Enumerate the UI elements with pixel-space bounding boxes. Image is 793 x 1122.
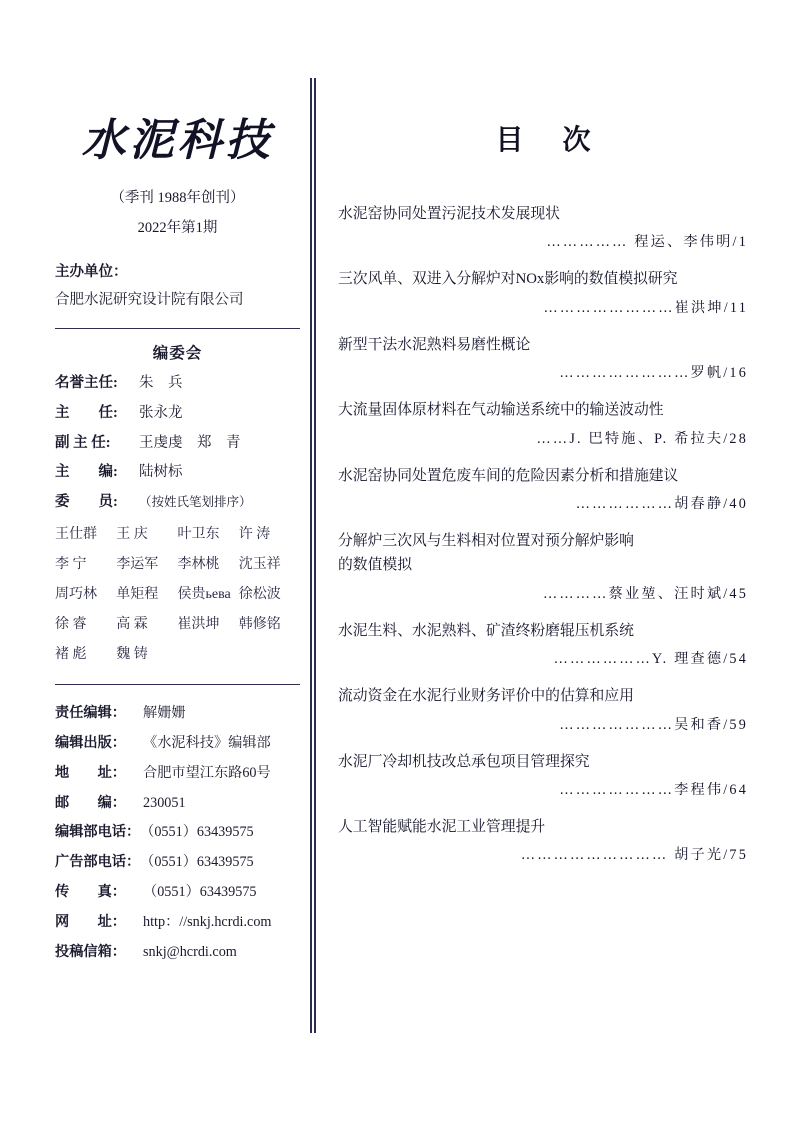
contact-value: 《水泥科技》编辑部 — [143, 734, 271, 751]
role-label: 主 任: — [55, 404, 118, 421]
toc-entry[interactable] — [338, 398, 748, 447]
board-member — [178, 640, 239, 670]
contact-label: 投稿信箱： — [55, 943, 126, 960]
board-member: 高 霖 — [116, 616, 148, 632]
contact-row-submission-email[interactable] — [55, 938, 300, 968]
role-value: 王虔虔 郑 青 — [139, 434, 241, 451]
role-label: 名誉主任: — [55, 375, 118, 392]
role-label: 副 主 任: — [55, 434, 111, 451]
toc-entry-author-page: …………………李程伟/64 — [559, 782, 748, 799]
board-members-list — [55, 520, 300, 670]
board-member: 李运军 — [116, 556, 159, 572]
table-of-contents — [338, 118, 748, 880]
toc-entry[interactable] — [338, 202, 748, 251]
toc-entry-author-page: …………………吴和香/59 — [559, 716, 748, 733]
contact-label: 编辑部电话： — [55, 824, 141, 841]
board-role-vice-chair — [55, 429, 300, 459]
board-role-honorary-chair — [55, 369, 300, 399]
contact-row-fax — [55, 878, 300, 908]
toc-entry-title-line2: 的数值模拟 — [338, 557, 412, 574]
contact-row-website[interactable] — [55, 908, 300, 938]
toc-entry-author-page: ………………Y. 理查德/54 — [553, 651, 748, 668]
toc-entry-title: 分解炉三次风与生料相对位置对预分解炉影响 — [338, 533, 634, 550]
board-member: 徐松波 — [238, 586, 281, 602]
role-value: （按姓氏笔划排序） — [139, 494, 252, 509]
board-member-row — [55, 580, 300, 610]
toc-entry[interactable] — [338, 815, 748, 864]
journal-issue: 2022年第1期 — [137, 220, 218, 236]
toc-entry[interactable] — [338, 333, 748, 382]
toc-entry[interactable] — [338, 619, 748, 668]
role-label: 委 员: — [55, 493, 118, 510]
sponsor-block — [55, 259, 300, 314]
contact-value: 解姗姗 — [143, 705, 186, 722]
contact-row-publisher — [55, 729, 300, 759]
sponsor-name: 合肥水泥研究设计院有限公司 — [55, 291, 244, 308]
contact-row-managing-editor — [55, 699, 300, 729]
board-member: 李林桃 — [177, 556, 220, 572]
board-member: 褚 彪 — [55, 647, 87, 663]
contact-row-address — [55, 759, 300, 789]
contact-row-postcode — [55, 789, 300, 819]
toc-entry[interactable] — [338, 464, 748, 513]
contact-label: 广告部电话： — [55, 854, 141, 871]
divider-line-left — [310, 78, 312, 1033]
toc-entry-title: 人工智能赋能水泥工业管理提升 — [338, 819, 546, 836]
contact-value: 230051 — [143, 794, 186, 811]
board-member: 王 庆 — [116, 526, 148, 542]
sponsor-label: 主办单位： — [55, 264, 128, 280]
board-member — [239, 640, 300, 670]
board-member: 沈玉祥 — [238, 556, 281, 572]
toc-entry-title: 水泥窑协同处置污泥技术发展现状 — [338, 206, 560, 222]
board-member: 徐 睿 — [55, 616, 87, 632]
board-member-row — [55, 640, 300, 670]
board-role-members — [55, 488, 300, 518]
board-member: 韩修铭 — [238, 616, 281, 632]
toc-entry-title: 水泥厂冷却机技改总承包项目管理探究 — [338, 753, 590, 770]
board-member: 单矩程 — [116, 586, 159, 602]
contact-row-ad-phone — [55, 848, 300, 878]
toc-entry-author-page: ………………胡春静/40 — [575, 496, 748, 513]
role-value: 陆树标 — [139, 464, 183, 481]
toc-entry-author-page: …………… 程运、李伟明/1 — [546, 234, 748, 251]
toc-entry-author-page: …………蔡业堃、汪时斌/45 — [543, 585, 748, 602]
contact-value: （0551）63439575 — [140, 824, 254, 841]
column-divider — [310, 78, 315, 1033]
contact-label: 编辑出版： — [55, 734, 126, 751]
board-member: 许 涛 — [238, 526, 271, 542]
board-member-row — [55, 520, 300, 550]
toc-entry-title: 新型干法水泥熟料易磨性概论 — [338, 336, 531, 353]
toc-entry-title: 水泥窑协同处置危废车间的危险因素分析和措施建议 — [338, 467, 679, 484]
board-member: 周巧林 — [55, 586, 97, 602]
contact-value: （0551）63439575 — [143, 884, 257, 901]
toc-entry-title: 流动资金在水泥行业财务评价中的估算和应用 — [338, 688, 634, 705]
journal-masthead: 水泥科技 — [81, 115, 274, 166]
contact-label: 地 址： — [55, 764, 126, 781]
toc-entry-title: 大流量固体原材料在气动输送系统中的输送波动性 — [338, 402, 664, 419]
toc-entry-title: 水泥生料、水泥熟料、矿渣终粉磨辊压机系统 — [338, 622, 634, 639]
role-value: 张永龙 — [139, 404, 183, 421]
contact-block — [55, 699, 300, 967]
divider-bottom — [55, 684, 300, 685]
left-column — [55, 95, 300, 967]
contact-label: 责任编辑： — [55, 705, 126, 722]
contact-row-editorial-phone — [55, 818, 300, 848]
editorial-board-title: 编委会 — [152, 345, 203, 363]
role-value: 朱 兵 — [139, 375, 183, 392]
board-member: 崔洪坤 — [177, 616, 220, 632]
board-member-row — [55, 610, 300, 640]
toc-entry[interactable] — [338, 750, 748, 799]
board-member: 李 宁 — [55, 556, 87, 572]
toc-entry-title: 三次风单、双进入分解炉对NOx影响的数值模拟研究 — [338, 271, 678, 288]
journal-frequency: （季刊 1988年创刊） — [110, 190, 245, 206]
board-member: 王仕群 — [55, 526, 97, 542]
board-role-editor-in-chief — [55, 458, 300, 488]
board-member-row — [55, 550, 300, 580]
toc-entry-author-page: ……………………… 胡子光/75 — [520, 847, 748, 864]
divider-line-right — [314, 78, 316, 1033]
role-label: 主 编: — [55, 464, 118, 481]
contact-value: （0551）63439575 — [140, 854, 254, 871]
toc-entry[interactable] — [338, 684, 748, 733]
toc-entry-author-page: ……J. 巴特施、P. 希拉夫/28 — [536, 430, 748, 447]
contact-label: 传 真： — [55, 884, 126, 901]
email-link[interactable]: snkj@hcrdi.com — [143, 943, 237, 960]
board-role-chair — [55, 399, 300, 429]
contact-label: 邮 编： — [55, 794, 126, 811]
toc-entry-author-page: ……………………崔洪坤/11 — [543, 299, 748, 316]
contact-label: 网 址： — [55, 913, 126, 930]
board-member: 叶卫东 — [177, 526, 220, 542]
website-link[interactable]: http：//snkj.hcrdi.com — [143, 913, 272, 930]
toc-entry-author-page: ……………………罗帆/16 — [559, 365, 748, 382]
toc-entry[interactable] — [338, 529, 748, 603]
board-member: 侯贵ьева — [177, 586, 231, 602]
board-member: 魏 铸 — [116, 647, 148, 663]
toc-entry[interactable] — [338, 267, 748, 316]
contact-value: 合肥市望江东路60号 — [143, 764, 271, 781]
divider-top — [55, 328, 300, 329]
toc-heading: 目 次 — [495, 125, 607, 156]
